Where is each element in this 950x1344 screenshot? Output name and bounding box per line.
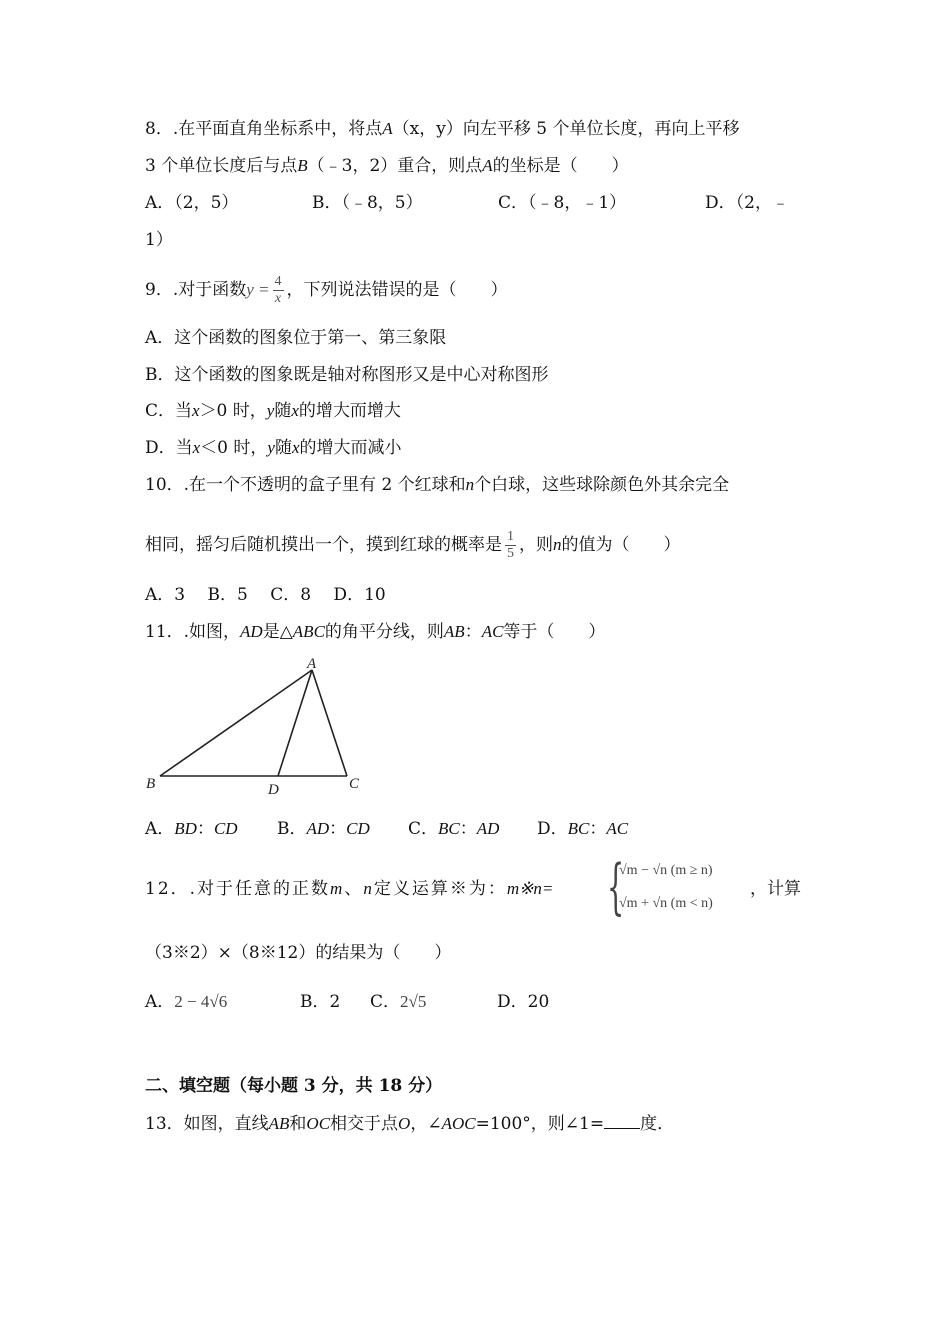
label-d: D: [268, 782, 279, 798]
q12-option-d: D．20: [497, 992, 550, 1012]
q11-triangle-figure: [140, 650, 380, 800]
q11-option-b: B．AD：CD: [277, 819, 370, 839]
q11-option-c: C．BC：AD: [408, 819, 500, 839]
q10-line1: 10．.在一个不透明的盒子里有 2 个红球和n个白球，这些球除颜色外其余完全: [145, 475, 730, 495]
q8-line1: 8．.在平面直角坐标系中，将点A（x，y）向左平移 5 个单位长度，再向上平移: [145, 119, 740, 139]
q8-line2: 3 个单位长度后与点B（﹣3，2）重合，则点A的坐标是（ ）: [145, 156, 629, 176]
answer-blank: [604, 1112, 640, 1129]
q8-option-b: B．（﹣8，5）: [312, 193, 423, 213]
q12-expression: （3※2）×（8※12）的结果为（ ）: [145, 943, 452, 963]
side-ac: [312, 670, 347, 776]
q8-option-a: A．（2，5）: [145, 193, 239, 213]
q10-options: A．3 B．5 C．8 D．10: [145, 585, 386, 605]
case-2: √m + √n (m < n): [619, 896, 713, 911]
q10-fraction: $\frac{1}{5}$: [507, 529, 514, 561]
q9-fraction: $\frac{4}{x}$: [274, 274, 282, 306]
q10-line2: 相同，摇匀后随机摸出一个，摸到红球的概率是 $\frac{1}{5}$ ，则n的值为（ ）: [145, 529, 681, 561]
label-c: C: [349, 776, 360, 792]
q9-option-d: D．当x＜0 时，y随x的增大而减小: [145, 438, 402, 458]
q8-option-d-wrap: 1）: [145, 230, 173, 250]
q9-option-a: A．这个函数的图象位于第一、第三象限: [145, 328, 447, 348]
q12-option-c: C．2√5: [370, 992, 427, 1012]
section-2-heading: 二、填空题（每小题 3 分，共 18 分）: [145, 1076, 443, 1096]
q13-stem: 13．如图，直线AB和OC相交于点O，∠AOC=100°，则∠1= 度．: [145, 1114, 675, 1134]
q11-option-a: A．BD：CD: [145, 819, 238, 839]
q12-option-a: A．2 − 4√6: [145, 992, 228, 1012]
q12-stem: 12．.对于任意的正数m、n定义运算※为：m※n=: [145, 879, 554, 899]
q12-option-b: B．2: [300, 992, 341, 1012]
label-b: B: [146, 776, 156, 792]
q12-piecewise-definition: [607, 852, 747, 922]
q9-stem: 9．.对于函数y = $\frac{4}{x}$ ，下列说法错误的是（ ）: [145, 274, 508, 306]
q11-option-d: D．BC：AC: [537, 819, 629, 839]
q8-option-c: C．（﹣8，﹣1）: [498, 193, 627, 213]
case-1: √m − √n (m ≥ n): [619, 863, 713, 878]
q12-compute-label: ，计算: [750, 879, 801, 899]
q9-option-c: C．当x＞0 时，y随x的增大而增大: [145, 401, 401, 421]
bisector-ad: [278, 670, 312, 776]
side-ab: [160, 670, 312, 776]
q11-stem: 11．.如图，AD是△ABC的角平分线，则AB：AC等于（ ）: [145, 622, 606, 642]
label-a: A: [307, 656, 317, 672]
q9-option-b: B．这个函数的图象既是轴对称图形又是中心对称图形: [145, 365, 549, 385]
q8-option-d: D．（2，﹣: [705, 193, 789, 213]
left-brace: {: [607, 852, 625, 922]
